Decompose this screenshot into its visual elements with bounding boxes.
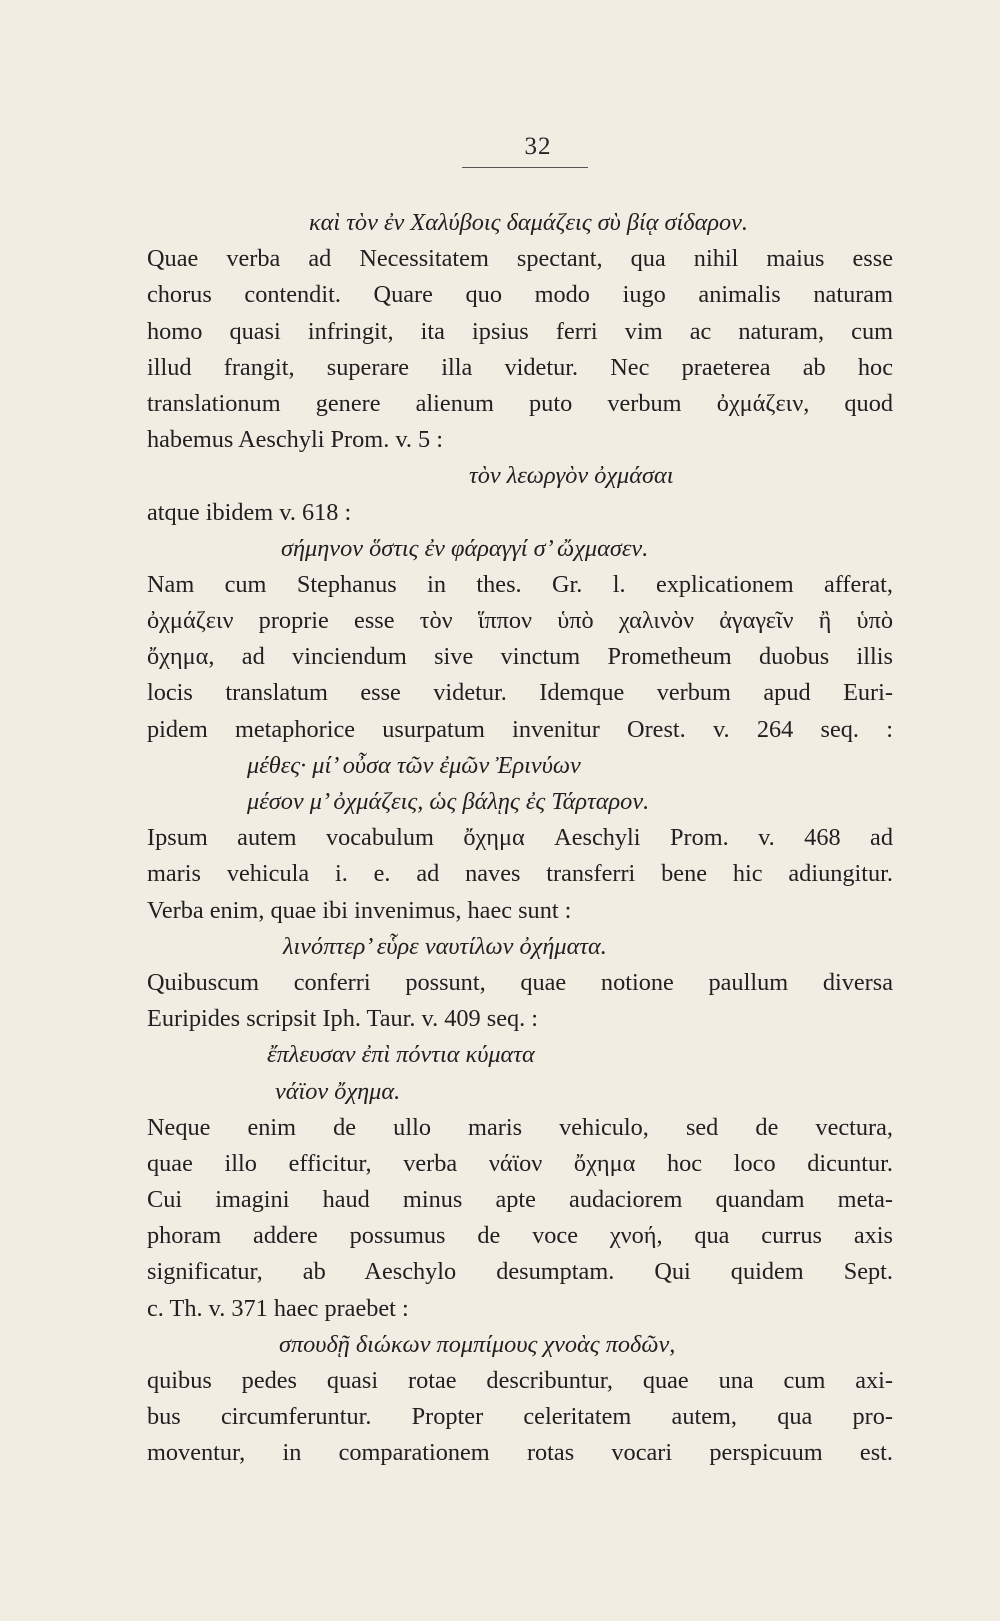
text-line: chorus contendit. Quare quo modo iugo animalis naturam (147, 281, 893, 309)
text-line: translationum genere alienum puto verbum ὀχμάζειν, quod (147, 389, 893, 417)
greek-quotation-line: λινόπτερ’ εὗρε ναυτίλων ὀχήματα. (283, 932, 607, 960)
page-number-rule (462, 167, 588, 168)
greek-quotation-line: ἔπλευσαν ἐπὶ πόντια κύματα (267, 1041, 535, 1069)
greek-quotation-line: νάϊον ὄχημα. (275, 1077, 401, 1105)
text-line: quibus pedes quasi rotae describuntur, quae una cum axi- (147, 1367, 893, 1394)
greek-quotation-line: σπουδῇ διώκων πομπίμους χνοὰς ποδῶν, (279, 1330, 676, 1358)
body-text (147, 205, 893, 1472)
text-line: atque ibidem v. 618 : (147, 498, 352, 526)
greek-quotation-line: τὸν λεωργὸν ὀχμάσαι (469, 462, 674, 490)
text-line: Quibuscum conferri possunt, quae notione paullum diversa (147, 968, 893, 996)
greek-quotation-line: μέσον μ’ ὀχμάζεις, ὡς βάλῃς ἐς Τάρταρον. (247, 788, 650, 815)
text-line: ὀχμάζειν proprie esse τὸν ἵππον ὑπὸ χαλινὸν ἀγαγεῖν ἢ ὑπὸ (147, 607, 893, 635)
text-line: Ipsum autem vocabulum ὄχημα Aeschyli Prom. v. 468 ad (147, 824, 893, 852)
text-line: bus circumferuntur. Propter celeritatem autem, qua pro- (147, 1403, 893, 1431)
greek-quotation-line: καὶ τὸν ἐν Χαλύβοις δαμάζεις σὺ βίᾳ σίδαρον. (309, 209, 749, 236)
text-line: locis translatum esse videtur. Idemque verbum apud Euri- (147, 679, 893, 707)
text-line: Cui imagini haud minus apte audaciorem quandam meta- (147, 1186, 893, 1214)
text-line: Nam cum Stephanus in thes. Gr. l. explicationem afferat, (147, 570, 893, 598)
page-number: 32 (524, 133, 552, 160)
greek-quotation-line: σήμηνον ὅστις ἐν φάραγγί σ’ ὤχμασεν. (281, 534, 649, 562)
text-line: habemus Aeschyli Prom. v. 5 : (147, 426, 444, 454)
text-line: Quae verba ad Necessitatem spectant, qua nihil maius esse (147, 245, 893, 273)
greek-quotation-line: μέθες· μί’ οὖσα τῶν ἐμῶν Ἐρινύων (247, 751, 581, 779)
text-line: homo quasi infringit, ita ipsius ferri vim ac naturam, cum (147, 317, 893, 345)
text-line: phoram addere possumus de voce χνοή, qua currus axis (147, 1222, 893, 1250)
text-line: pidem metaphorice usurpatum invenitur Orest. v. 264 seq. : (147, 715, 893, 743)
text-line: quae illo efficitur, verba νάϊον ὄχημα hoc loco dicuntur. (147, 1149, 893, 1177)
text-line: ὄχημα, ad vinciendum sive vinctum Prometheum duobus illis (147, 643, 893, 671)
text-line: significatur, ab Aeschylo desumptam. Qui quidem Sept. (147, 1258, 893, 1286)
text-line: Neque enim de ullo maris vehiculo, sed de vectura, (147, 1113, 893, 1141)
text-line: Euripides scripsit Iph. Taur. v. 409 seq. : (147, 1005, 539, 1033)
text-line: Verba enim, quae ibi invenimus, haec sunt : (147, 896, 572, 924)
text-line: c. Th. v. 371 haec praebet : (147, 1294, 409, 1322)
text-line: maris vehicula i. e. ad naves transferri bene hic adiungitur. (147, 860, 893, 888)
text-line: illud frangit, superare illa videtur. Nec praeterea ab hoc (147, 353, 893, 381)
text-line: moventur, in comparationem rotas vocari perspicuum est. (147, 1439, 893, 1467)
